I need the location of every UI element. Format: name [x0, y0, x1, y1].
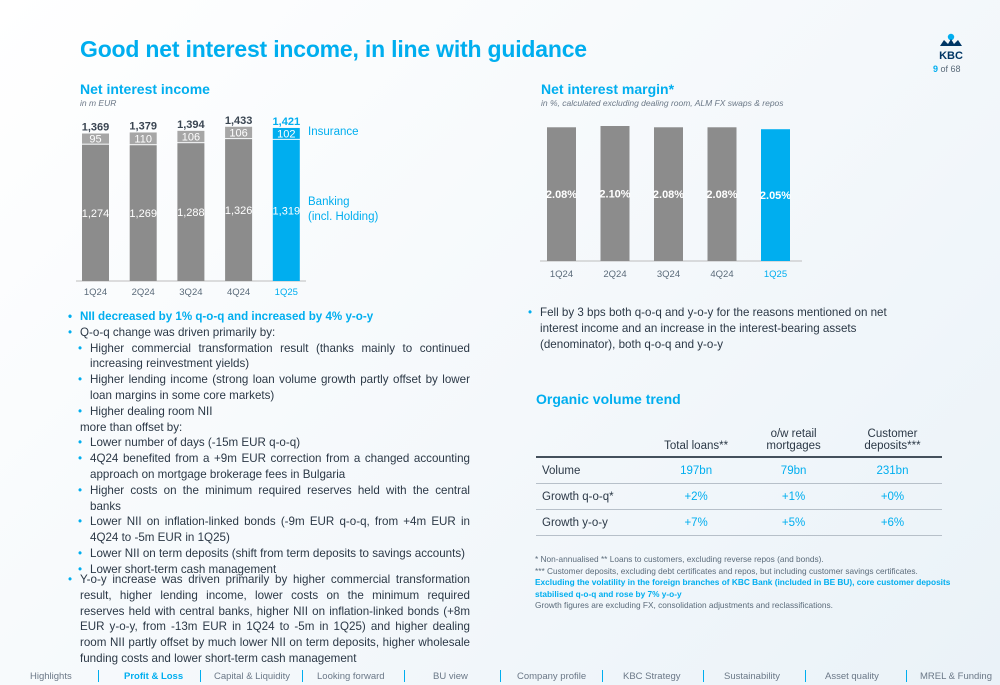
svg-text:KBC: KBC: [939, 50, 963, 62]
nii-bullet: • NII decreased by 1% q-o-q and increased by 4% y-o-y: [66, 309, 470, 325]
volume-cell: +7%: [648, 510, 744, 536]
volume-col-retail-mortgages: o/w retail mortgages: [744, 406, 843, 457]
page-total: of 68: [940, 64, 961, 74]
volume-table: [536, 406, 942, 536]
nii-label-insurance: 110: [134, 133, 152, 146]
volume-row: [536, 457, 942, 484]
legend-insurance: Insurance: [308, 126, 359, 138]
footer-nav-item[interactable]: Profit & Loss: [124, 671, 184, 682]
nii-sub-bullet: • Higher lending income (strong loan volume growth partly offset by lower loan margins in some core markets): [66, 372, 470, 404]
footer-nav-item[interactable]: MREL & Funding: [920, 671, 992, 682]
page-title: Good net interest income, in line with guidance: [80, 36, 587, 62]
footer-nav: [0, 667, 1000, 685]
nii-sub-bullet: • Higher commercial transformation result (thanks mainly to continued increasing reinvestment yields): [66, 341, 470, 373]
footer-nav-item[interactable]: BU view: [433, 671, 468, 682]
footnotes: [535, 554, 955, 612]
nim-chart: [536, 110, 806, 290]
volume-cell: 231bn: [843, 457, 942, 484]
footer-divider: [302, 670, 303, 682]
nii-total-label: 1,379: [129, 120, 157, 133]
footnote-4: Growth figures are excluding FX, consolidation adjustments and reclassifications.: [535, 600, 833, 610]
nii-yoy-bullets: [66, 572, 470, 667]
nii-bullet: more than offset by:: [80, 420, 183, 434]
volume-row: [536, 510, 942, 536]
footer-nav-item[interactable]: Company profile: [517, 671, 587, 682]
volume-cell: +5%: [744, 510, 843, 536]
footer-nav-item[interactable]: Highlights: [30, 671, 72, 682]
kbc-logo: [934, 30, 968, 62]
nii-label-insurance: 95: [89, 133, 102, 146]
footer-nav-item[interactable]: Looking forward: [317, 671, 385, 682]
footer-nav-item[interactable]: Capital & Liquidity: [214, 671, 291, 682]
nim-heading: Net interest margin*: [541, 81, 675, 97]
footer-divider: [500, 670, 501, 682]
footer-divider: [200, 670, 201, 682]
nii-label-insurance: 106: [181, 131, 201, 144]
nim-category-label: 1Q25: [763, 269, 788, 280]
volume-cell: +6%: [843, 510, 942, 536]
legend-banking-line1: Banking: [308, 196, 350, 208]
nii-label-banking: 1,274: [81, 207, 110, 220]
nii-label-insurance: 102: [277, 128, 296, 141]
footnote-2: *** Customer deposits, excluding debt certificates and repos, but including customer savings certificates.: [535, 565, 918, 576]
nim-category-label: 4Q24: [710, 269, 734, 280]
volume-cell: 197bn: [648, 457, 744, 484]
nim-value-label: 2.08%: [652, 189, 685, 202]
nim-value-label: 2.10%: [599, 188, 631, 201]
nim-bullet: • Fell by 3 bps both q-o-q and y-o-y for the reasons mentioned on net interest income and an increase in the interest-bearing assets (denominator), both q-o-q and y-o-y: [526, 305, 906, 352]
nii-heading: Net interest income: [80, 81, 210, 97]
footer-nav-item[interactable]: KBC Strategy: [623, 671, 681, 682]
nim-value-label: 2.08%: [545, 189, 578, 202]
nii-category-label: 3Q24: [179, 287, 203, 298]
footer-divider: [602, 670, 603, 682]
nii-yoy-bullet: • Y-o-y increase was driven primarily by higher commercial transformation result, higher lending income, lower costs on the minimum required reserves held with central banks, higher NII on inflation-linked bonds (+8m EUR y-o-y, from -13m EUR in 1Q24 to -5m in 1Q25) and higher dealing room NII partly offset by much lower NII on term deposits, higher wholesale funding costs and lower short-term cash management: [66, 572, 470, 667]
nii-label-insurance: 106: [229, 127, 248, 140]
nii-label-banking: 1,269: [129, 208, 157, 221]
nii-category-label: 4Q24: [226, 287, 251, 298]
volume-col-total-loans: Total loans**: [648, 406, 744, 457]
nii-total-label: 1,433: [224, 114, 253, 127]
volume-header-empty: [536, 406, 648, 457]
nim-bullets: [526, 305, 906, 352]
volume-heading: Organic volume trend: [536, 391, 681, 407]
nii-label-banking: 1,319: [272, 205, 301, 218]
nii-total-label: 1,421: [272, 115, 301, 128]
nii-total-label: 1,394: [177, 118, 205, 131]
volume-cell: +1%: [744, 484, 843, 510]
footer-divider: [404, 670, 405, 682]
nii-sub-bullet: • Higher dealing room NII: [66, 404, 470, 420]
nii-category-label: 1Q25: [274, 287, 298, 298]
nii-unit: in m EUR: [80, 98, 117, 108]
footer-divider: [906, 670, 907, 682]
footer-divider: [703, 670, 704, 682]
nii-sub-bullet: • Lower NII on inflation-linked bonds (-9m EUR q-o-q, from +4m EUR in 4Q24 to -5m EUR in 1Q25): [66, 514, 470, 546]
nim-category-label: 1Q24: [549, 269, 574, 280]
legend-banking-line2: (incl. Holding): [308, 211, 379, 223]
nii-total-label: 1,369: [81, 121, 110, 134]
nii-chart: [70, 100, 310, 300]
nii-category-label: 1Q24: [83, 287, 108, 298]
nii-label-banking: 1,326: [224, 205, 253, 218]
nim-value-label: 2.08%: [706, 189, 738, 202]
page-number: [933, 64, 961, 74]
volume-col-customer-deposits: Customer deposits***: [843, 406, 942, 457]
volume-row-label: Growth q-o-q*: [536, 484, 648, 510]
volume-header-row: [536, 406, 942, 457]
footer-nav-item[interactable]: Asset quality: [825, 671, 879, 682]
volume-cell: +2%: [648, 484, 744, 510]
volume-row-label: Volume: [536, 457, 648, 484]
nii-sub-bullet: • Lower short-term cash management: [66, 562, 470, 578]
footer-divider: [98, 670, 99, 682]
volume-cell: +0%: [843, 484, 942, 510]
nii-bullets: [66, 309, 470, 578]
nii-sub-bullet: • 4Q24 benefited from a +9m EUR correction from a changed accounting approach on mortgage brokerage fees in Bulgaria: [66, 451, 470, 483]
legend-banking: [308, 195, 378, 225]
nim-unit: in %, calculated excluding dealing room, ALM FX swaps & repos: [541, 98, 784, 108]
nii-sub-bullet: • Lower NII on term deposits (shift from term deposits to savings accounts): [66, 546, 470, 562]
nii-bullet: • Q-o-q change was driven primarily by:: [66, 325, 470, 341]
volume-row-label: Growth y-o-y: [536, 510, 648, 536]
nim-category-label: 3Q24: [656, 269, 681, 280]
footer-nav-item[interactable]: Sustainability: [724, 671, 780, 682]
footnote-3: Excluding the volatility in the foreign branches of KBC Bank (included in BE BU), core customer deposits stabilised q-o-q and rose by 7% y-o-y: [535, 577, 951, 599]
footer-divider: [805, 670, 806, 682]
nii-sub-bullet: • Higher costs on the minimum required reserves held with the central banks: [66, 483, 470, 515]
volume-cell: 79bn: [744, 457, 843, 484]
volume-row: [536, 484, 942, 510]
nii-label-banking: 1,288: [177, 207, 205, 220]
nim-category-label: 2Q24: [603, 269, 627, 280]
page-current: 9: [933, 64, 939, 74]
nii-sub-bullet: • Lower number of days (-15m EUR q-o-q): [66, 435, 470, 451]
nim-value-label: 2.05%: [759, 190, 792, 203]
footnote-1: * Non-annualised ** Loans to customers, excluding reverse repos (and bonds).: [535, 554, 824, 564]
nii-category-label: 2Q24: [131, 287, 155, 298]
